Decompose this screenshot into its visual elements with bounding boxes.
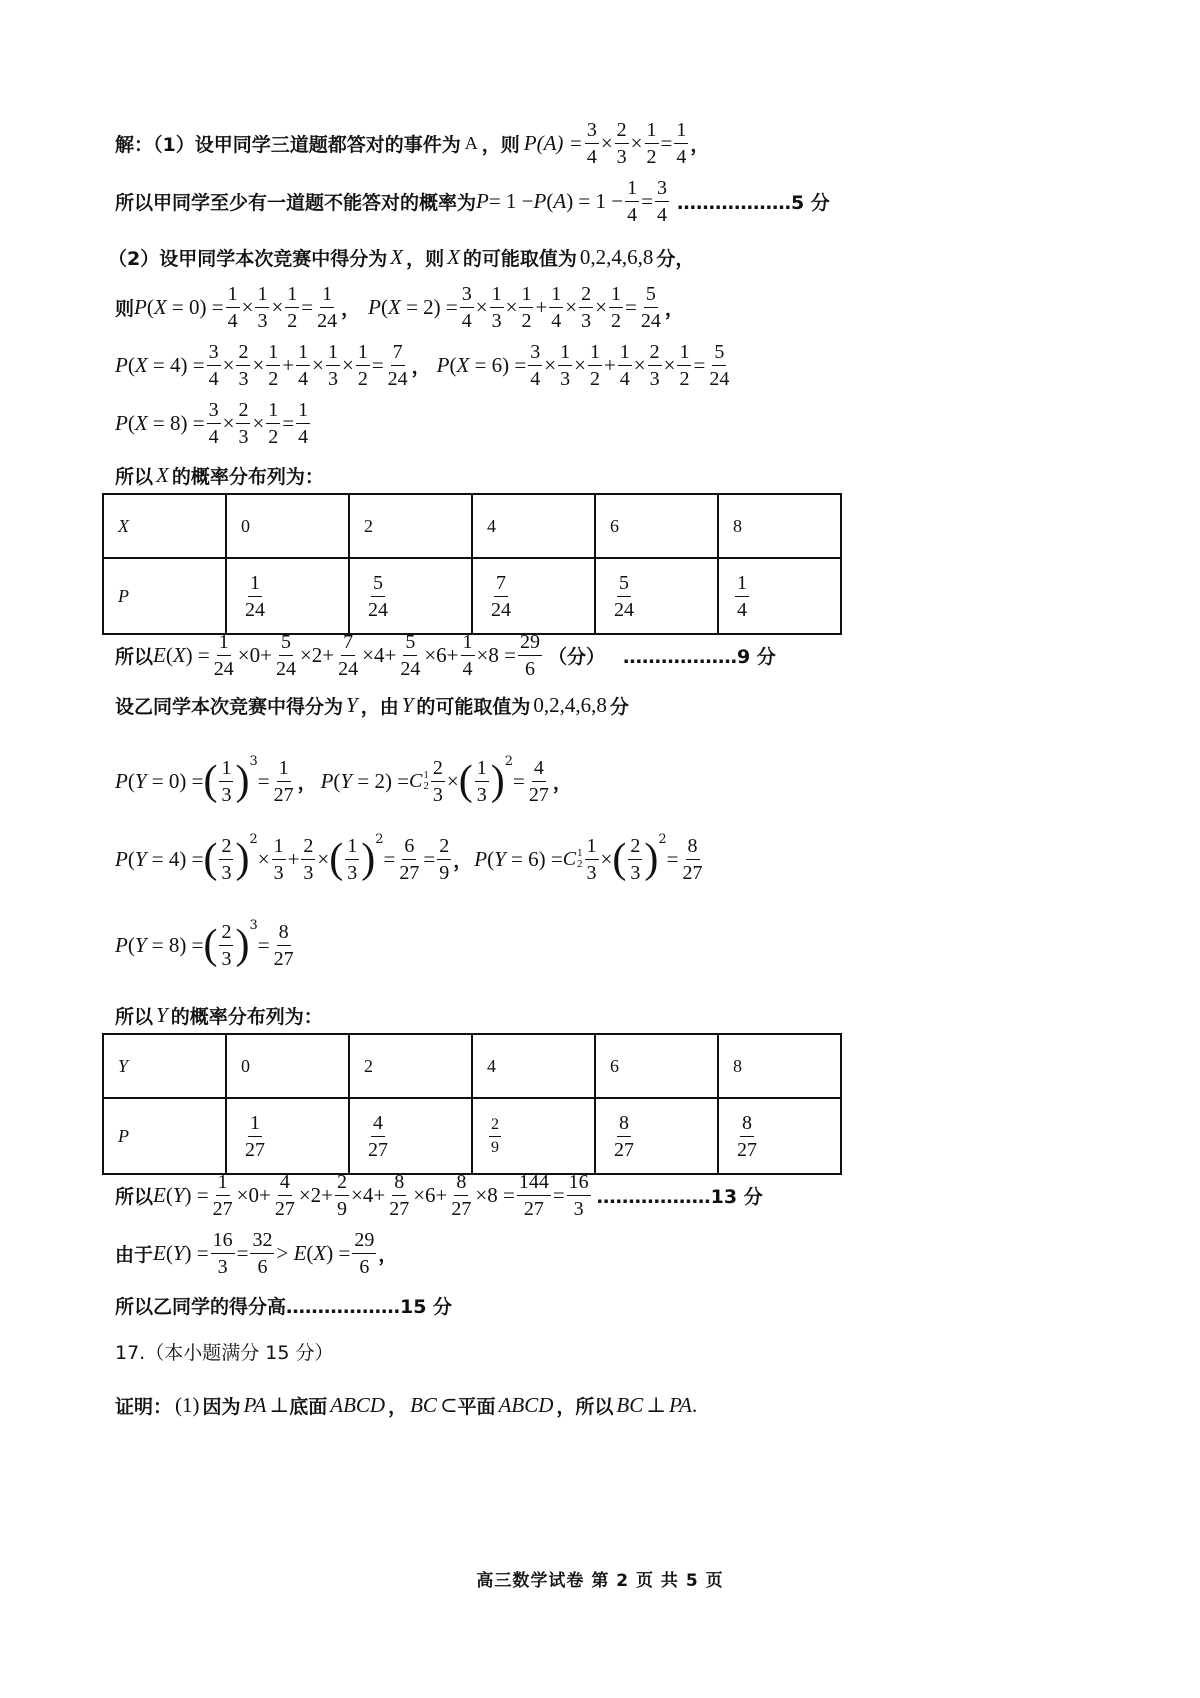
- var-y: Y: [346, 692, 358, 717]
- ey-line: 所以 E(Y) = $\frac{1}{27}$ ×0+ $\frac{4}{27}$ ×2+ $\frac{2}{9}$ ×4+ $\frac{8}{27}$ ×6+ $\frac{8}{27}$ ×8 = $\frac{144}{27}$ = $\frac{16}{3}$ ………………13 分: [115, 1170, 763, 1220]
- score-marker: ………………9 分: [622, 645, 776, 668]
- text: ，: [388, 1395, 408, 1418]
- prob-cell: $\frac{2}{9}$: [472, 1098, 595, 1174]
- text: 解：（1）设甲同学三道题都答对的事件为: [115, 133, 461, 156]
- px8: P(X = 8) = $\frac{3}{4}$ × $\frac{2}{3}$ × $\frac{1}{2}$ = $\frac{1}{4}$: [115, 398, 309, 448]
- text: 所以: [115, 1005, 154, 1028]
- values: 0,2,4,6,8: [579, 244, 654, 269]
- text: 所以乙同学的得分高………………15 分: [115, 1295, 453, 1318]
- header-cell: Y: [103, 1034, 226, 1098]
- text: ，: [690, 133, 710, 156]
- prob-cell: $\frac{8}{27}$: [595, 1098, 718, 1174]
- header-cell: 4: [472, 1034, 595, 1098]
- table-row: [103, 1098, 841, 1174]
- var-x: X: [390, 244, 404, 269]
- prob-cell: $\frac{5}{24}$: [595, 558, 718, 634]
- event-symbol: A: [464, 132, 478, 153]
- var-x: X: [447, 244, 460, 269]
- header-cell: 8: [718, 494, 841, 558]
- prob-cell: $\frac{1}{24}$: [226, 558, 349, 634]
- fraction: $\frac{2}{3}$: [616, 118, 627, 168]
- row-label: P: [103, 558, 226, 634]
- text: ，所以: [556, 1395, 614, 1418]
- y-intro: [115, 690, 629, 720]
- solution-line-1: 解：（1）设甲同学三道题都答对的事件为 A ，则 P(A) = $\frac{3}{4}$ × $\frac{2}{3}$ × $\frac{1}{2}$ = $\frac{1}{4}$ ，: [115, 118, 710, 168]
- text: 底面: [289, 1395, 328, 1418]
- text: （分）: [547, 645, 605, 668]
- y-distribution-table: [102, 1033, 842, 1175]
- text: （2）设甲同学本次竞赛中得分为: [108, 247, 388, 270]
- var-x: X: [156, 462, 169, 487]
- fraction: $\frac{1}{2}$: [646, 118, 657, 168]
- fraction: $\frac{3}{4}$: [586, 118, 597, 168]
- header-cell: 2: [349, 1034, 472, 1098]
- prob-cell: $\frac{4}{27}$: [349, 1098, 472, 1174]
- fraction: $\frac{1}{4}$: [627, 176, 638, 226]
- fraction: $\frac{3}{4}$: [656, 176, 667, 226]
- text: 分: [609, 695, 629, 718]
- header-cell: 6: [595, 1034, 718, 1098]
- text: 因为: [202, 1395, 241, 1418]
- header-cell: 0: [226, 494, 349, 558]
- px4-px6: P(X = 4) = $\frac{3}{4}$ × $\frac{2}{3}$ × $\frac{1}{2}$ + $\frac{1}{4}$ × $\frac{1}{3}$ × $\frac{1}{2}$ = $\frac{7}{24}$ ， P(X = 6) = $\frac{3}{4}$ × $\frac{1}{3}$ × $\frac{1}{2}$ + $\frac{1}{4}$ × $\frac{2}{3}$ × $\frac{1}{2}$ = $\frac{5}{24}$: [115, 340, 730, 390]
- text: 的概率分布列为：: [171, 465, 324, 488]
- text: 设乙同学本次竞赛中得分为: [115, 695, 344, 718]
- text: 平面: [457, 1395, 496, 1418]
- formula: P: [476, 188, 489, 213]
- score-marker: ………………13 分: [596, 1185, 763, 1208]
- text: ，则: [481, 133, 520, 156]
- question-title: 17.（本小题满分 15 分）: [115, 1341, 334, 1364]
- text: (1): [175, 1392, 200, 1417]
- fraction: $\frac{1}{4}$: [676, 118, 687, 168]
- compare-line: 由于 E(Y) = $\frac{16}{3}$ = $\frac{32}{6}$ > E(X) = $\frac{29}{6}$ ，: [115, 1228, 398, 1278]
- header-cell: X: [103, 494, 226, 558]
- header-cell: 0: [226, 1034, 349, 1098]
- text: 所以甲同学至少有一道题不能答对的概率为: [115, 191, 477, 214]
- table-row: [103, 558, 841, 634]
- text: 证明：: [115, 1395, 173, 1418]
- x-dist-label: [115, 460, 324, 490]
- var-y: Y: [156, 1002, 168, 1027]
- y-dist-label: [115, 1000, 323, 1030]
- py0-py2: P(Y = 0) = ( $\frac{1}{3}$ ) 3 = $\frac{1}{27}$ ， P(Y = 2) = C 1 2 $\frac{2}{3}$ × ( $\frac{1}{3}$ ) 2 = $\frac{4}{27}$ ，: [115, 753, 572, 806]
- text: 的概率分布列为：: [170, 1005, 323, 1028]
- prob-cell: $\frac{8}{27}$: [718, 1098, 841, 1174]
- q17-proof: 证明： (1) 因为 PA ⊥ 底面 ABCD ， BC ⊂ 平面 ABCD ，所以 BC ⊥ PA .: [115, 1392, 698, 1418]
- ex-line: 所以 E(X) = $\frac{1}{24}$ ×0+ $\frac{5}{24}$ ×2+ $\frac{7}{24}$ ×4+ $\frac{5}{24}$ ×6+ $\frac{1}{4}$ ×8 = $\frac{29}{6}$ （分） ………………9 分: [115, 630, 776, 680]
- formula-PA: P(A) =: [523, 130, 583, 155]
- header-cell: 2: [349, 494, 472, 558]
- prob-cell: $\frac{5}{24}$: [349, 558, 472, 634]
- text: 分，: [656, 247, 695, 270]
- text: 的可能取值为: [462, 247, 577, 270]
- prob-cell: $\frac{7}{24}$: [472, 558, 595, 634]
- table-row: [103, 494, 841, 558]
- py4-py6: P(Y = 4) = ( $\frac{2}{3}$ ) 2 × $\frac{1}{3}$ + $\frac{2}{3}$ × ( $\frac{1}{3}$ ) 2 = $\frac{6}{27}$ = $\frac{2}{9}$ ， P(Y = 6) = C 1 2 $\frac{1}{3}$ × ( $\frac{2}{3}$ ) 2 = $\frac{8}{27}$: [115, 831, 703, 884]
- header-cell: 4: [472, 494, 595, 558]
- text: ，: [378, 1243, 398, 1266]
- page-footer: 高三数学试卷 第 2 页 共 5 页: [476, 1571, 724, 1591]
- text: ，则: [406, 247, 445, 270]
- values: 0,2,4,6,8: [533, 692, 607, 717]
- q17-title: [115, 1336, 333, 1366]
- part2-intro: [108, 242, 694, 272]
- var-y: Y: [401, 692, 414, 717]
- table-row: [103, 1034, 841, 1098]
- text: 的可能取值为: [416, 695, 531, 718]
- x-distribution-table: [102, 493, 842, 635]
- prob-cell: $\frac{1}{4}$: [718, 558, 841, 634]
- text: 所以: [115, 645, 154, 668]
- text: ，由: [360, 695, 399, 718]
- header-cell: 8: [718, 1034, 841, 1098]
- conclusion-line: [115, 1290, 452, 1320]
- text: 所以: [115, 1185, 154, 1208]
- text: 由于: [115, 1243, 154, 1266]
- text: 则: [115, 297, 135, 320]
- px0-px2: 则 P(X = 0) = $\frac{1}{4}$ × $\frac{1}{3}$ × $\frac{1}{2}$ = $\frac{1}{24}$ ， P(X = 2) = $\frac{3}{4}$ × $\frac{1}{3}$ × $\frac{1}{2}$ + $\frac{1}{4}$ × $\frac{2}{3}$ × $\frac{1}{2}$ = $\frac{5}{24}$ ，: [115, 282, 684, 332]
- score-marker: ………………5 分: [676, 191, 830, 214]
- row-label: P: [103, 1098, 226, 1174]
- text: 所以: [115, 465, 154, 488]
- header-cell: 6: [595, 494, 718, 558]
- solution-line-2: 所以甲同学至少有一道题不能答对的概率为 P = 1 − P ( A ) = 1 − $\frac{1}{4}$ = $\frac{3}{4}$ ………………5 分: [115, 176, 830, 226]
- prob-cell: $\frac{1}{27}$: [226, 1098, 349, 1174]
- py8: P(Y = 8) = ( $\frac{2}{3}$ ) 3 = $\frac{8}{27}$: [115, 917, 294, 970]
